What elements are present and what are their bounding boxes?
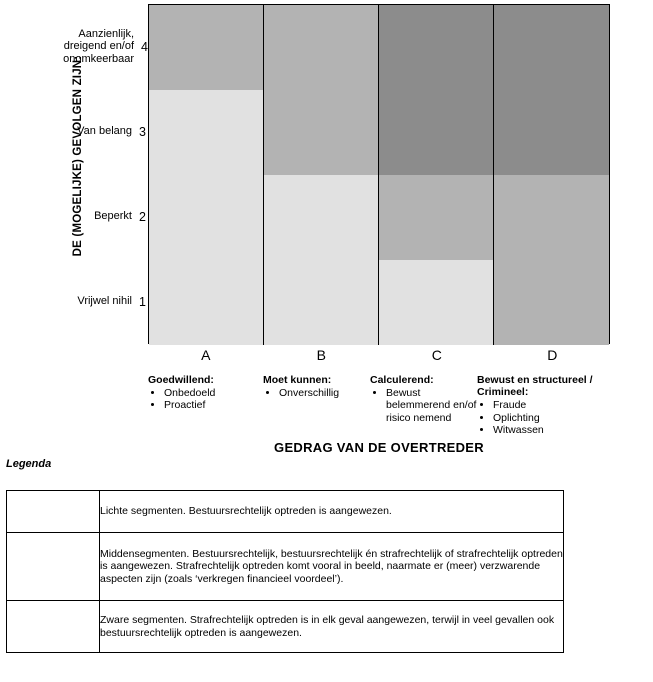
- column-letter-a: A: [201, 347, 211, 363]
- row-label-4-text: Aanzienlijk, dreigend en/of onomkeerbaar: [63, 27, 135, 65]
- cell-D1[interactable]: [494, 260, 609, 345]
- cell-B1[interactable]: [264, 260, 379, 345]
- list-item: • Bewust belemmerend en/of risico nemend: [386, 387, 477, 424]
- column-descriptions: [148, 374, 648, 436]
- cell-B2[interactable]: [264, 175, 379, 260]
- row-label-2-text: Beperkt: [94, 210, 132, 223]
- column-letter-b: B: [316, 347, 326, 363]
- column-desc-b-title: Moet kunnen:: [263, 374, 332, 386]
- cell-A4[interactable]: [149, 5, 264, 90]
- table-row: [7, 601, 564, 653]
- matrix-grid: [148, 4, 610, 344]
- column-letter-d: D: [547, 347, 558, 363]
- legend-desc-dark: Zware segmenten. Strafrechtelijk optreden is in elk geval aangewezen, terwijl in veel gevallen ook bestuursrechtelijk optreden is aangewezen.: [100, 601, 564, 653]
- cell-C3[interactable]: [379, 90, 494, 175]
- table-row: [7, 533, 564, 601]
- list-item: • Fraude: [493, 399, 607, 411]
- column-desc-b-list: [263, 387, 370, 399]
- row-label-3: [40, 89, 148, 174]
- column-desc-d: [477, 374, 607, 436]
- row-label-2: [40, 174, 148, 259]
- row-label-4: [40, 4, 148, 89]
- cell-C2[interactable]: [379, 175, 494, 260]
- row-label-3-text: Van belang: [77, 125, 132, 138]
- row-label-2-number: 2: [139, 209, 146, 224]
- cell-C1[interactable]: [379, 260, 494, 345]
- cell-A2[interactable]: [149, 175, 264, 260]
- legend-desc-light: Lichte segmenten. Bestuursrechtelijk optreden is aangewezen.: [100, 491, 564, 533]
- row-label-3-number: 3: [139, 124, 146, 139]
- legend-swatch-medium-cell: [7, 533, 100, 601]
- cell-A3[interactable]: [149, 90, 264, 175]
- column-letters: [148, 347, 610, 363]
- x-axis-title: GEDRAG VAN DE OVERTREDER: [274, 440, 484, 455]
- legend-swatch-light-cell: [7, 491, 100, 533]
- column-desc-c-title: Calculerend:: [370, 374, 434, 386]
- column-desc-c: [370, 374, 477, 436]
- row-labels: [40, 4, 148, 344]
- list-item: • Onbedoeld: [164, 387, 263, 399]
- list-item: • Oplichting: [493, 412, 607, 424]
- column-desc-a-title: Goedwillend:: [148, 374, 214, 386]
- cell-B4[interactable]: [264, 5, 379, 90]
- legend-swatch-dark-cell: [7, 601, 100, 653]
- column-desc-d-list: [477, 399, 607, 436]
- cell-D3[interactable]: [494, 90, 609, 175]
- row-label-1-text: Vrijwel nihil: [77, 295, 132, 308]
- y-axis-title: DE (MOGELIJKE) GEVOLGEN ZIJN:: [72, 55, 84, 257]
- row-label-4-number: 4: [141, 39, 148, 54]
- row-label-1: [40, 259, 148, 344]
- legend-table: [6, 490, 564, 653]
- list-item: • Onverschillig: [279, 387, 370, 399]
- cell-D2[interactable]: [494, 175, 609, 260]
- cell-A1[interactable]: [149, 260, 264, 345]
- column-desc-a: [148, 374, 263, 436]
- table-row: [7, 491, 564, 533]
- legend-desc-medium: Middensegmenten. Bestuursrechtelijk, bestuursrechtelijk én strafrechtelijk of strafrechtelijk optreden is aangewezen. Strafrechtelijk optreden komt vooral in beeld, naarmate er (meer) verzwarende aspecten zijn (zoals ‘verkregen financieel voordeel’).: [100, 533, 564, 601]
- column-letter-c: C: [431, 347, 442, 363]
- cell-D4[interactable]: [494, 5, 609, 90]
- column-desc-c-list: [370, 387, 477, 424]
- row-label-1-number: 1: [139, 294, 146, 309]
- cell-B3[interactable]: [264, 90, 379, 175]
- list-item: • Proactief: [164, 399, 263, 411]
- list-item: • Witwassen: [493, 424, 607, 436]
- cell-C4[interactable]: [379, 5, 494, 90]
- column-desc-a-list: [148, 387, 263, 411]
- column-desc-b: [263, 374, 370, 436]
- legend-title: Legenda: [6, 458, 52, 470]
- column-desc-d-title: Bewust en structureel / Crimineel:: [477, 374, 593, 399]
